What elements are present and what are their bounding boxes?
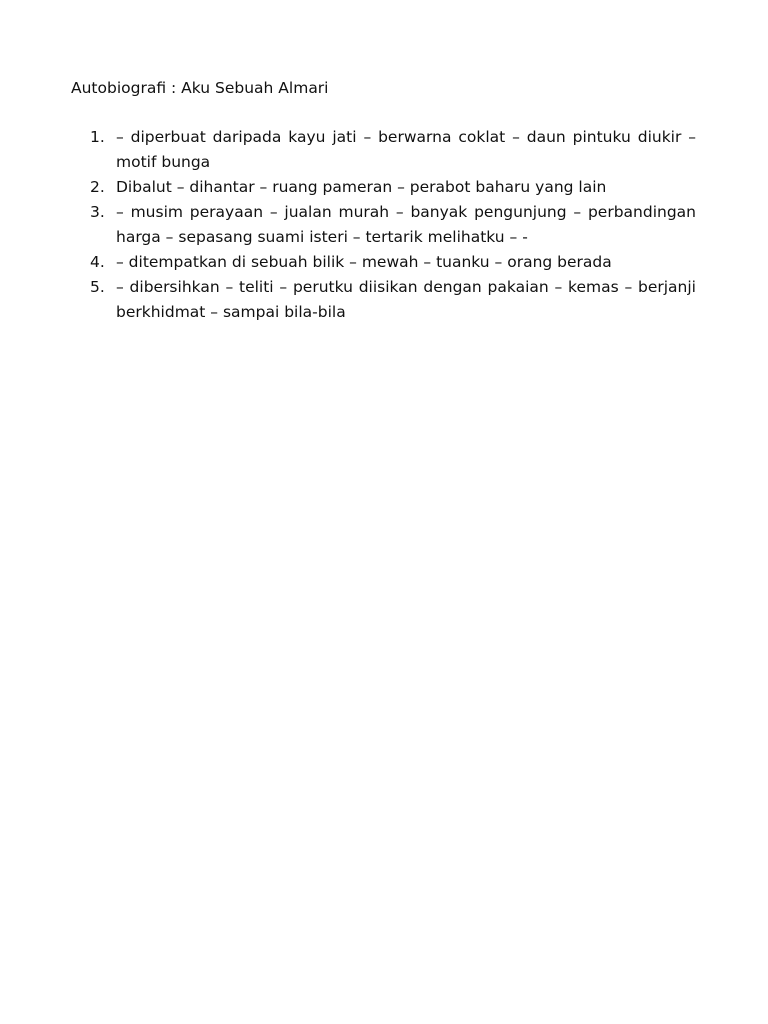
list-item-number: 3. [90, 203, 105, 221]
list-item-number: 1. [90, 128, 105, 146]
list-item-number: 5. [90, 278, 105, 296]
list-item-text: – diperbuat daripada kayu jati – berwarna coklat – daun pintuku diukir – motif bunga [116, 128, 696, 171]
list-item [90, 175, 696, 200]
list-item-number: 4. [90, 253, 105, 271]
list-item-text: Dibalut – dihantar – ruang pameran – perabot baharu yang lain [116, 178, 607, 196]
list-item [90, 275, 696, 325]
document-title: Autobiografi : Aku Sebuah Almari [71, 79, 329, 97]
list-item-text: – ditempatkan di sebuah bilik – mewah – tuanku – orang berada [116, 253, 612, 271]
list-item [90, 125, 696, 175]
list-item-text: – musim perayaan – jualan murah – banyak pengunjung – perbandingan harga – sepasang suami isteri – tertarik melihatku – - [116, 203, 696, 246]
outline-list [90, 125, 696, 325]
list-item [90, 250, 696, 275]
list-item-number: 2. [90, 178, 105, 196]
list-item-text: – dibersihkan – teliti – perutku diisikan dengan pakaian – kemas – berjanji berkhidmat – sampai bila-bila [116, 278, 696, 321]
list-item [90, 200, 696, 250]
